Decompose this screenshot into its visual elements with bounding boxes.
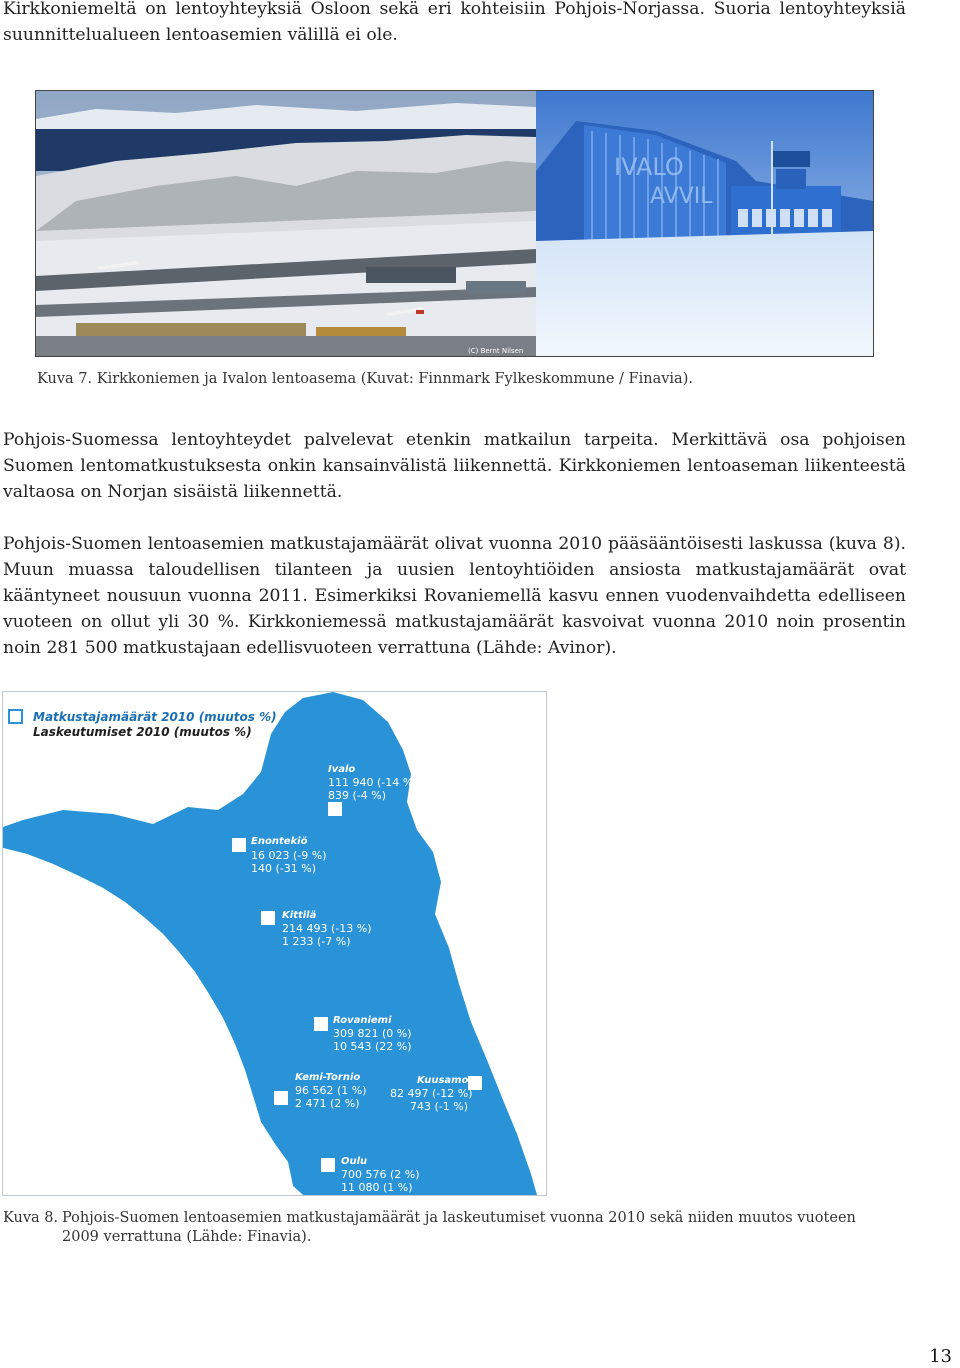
figure8-caption xyxy=(3,1209,893,1245)
ivalo-terminal-photo xyxy=(536,91,873,356)
airport-name: Oulu xyxy=(341,1156,368,1167)
figure7-caption: Kuva 7. Kirkkoniemen ja Ivalon lentoasema (Kuvat: Finnmark Fylkeskommune / Finavia). xyxy=(37,371,693,387)
airport-passengers: 82 497 (-12 %) xyxy=(390,1087,473,1100)
airport-name: Kuusamo xyxy=(417,1075,469,1086)
legend-landings: Laskeutumiset 2010 (muutos %) xyxy=(33,725,252,739)
airport-name: Ivalo xyxy=(328,764,356,775)
figure8-label: Kuva 8. xyxy=(3,1210,59,1226)
terminal-sign-avvil: AVVIL xyxy=(650,184,713,209)
kirkenes-aerial-photo xyxy=(36,91,536,356)
airport-passengers: 16 023 (-9 %) xyxy=(251,849,327,862)
paragraph-passenger-numbers: Pohjois-Suomen lentoasemien matkustajamäärät olivat vuonna 2010 pääsääntöisesti laskussa (kuva 8). Muun muassa taloudellisen tilanteen ja uusien lentoyhtiöiden ansiosta matkustajamäärät ovat kääntyneet nousuun vuonna 2011. Esimerkiksi Rovaniemellä kasvu ennen vuodenvaihdetta edelliseen vuoteen on ollut yli 30 %. Kirkkoniemessä matkustajamäärät kasvoivat vuonna 2010 noin prosentin noin 281 500 matkustajaan edellisvuoteen verrattuna (Lähde: Avinor). xyxy=(3,534,906,658)
airport-landings: 743 (-1 %) xyxy=(410,1100,468,1113)
airports-map xyxy=(2,691,547,1196)
legend-passengers: Matkustajamäärät 2010 (muutos %) xyxy=(33,710,277,724)
airport-name: Enontekiö xyxy=(251,836,308,847)
airport-marker xyxy=(328,802,342,816)
airport-passengers: 96 562 (1 %) xyxy=(295,1084,367,1097)
intro-paragraph: Kirkkoniemeltä on lentoyhteyksiä Osloon sekä eri kohteisiin Pohjois-Norjassa. Suoria lentoyhteyksiä suunnittelualueen lentoasemien välillä ei ole. xyxy=(3,0,906,45)
paragraph-air-connections: Pohjois-Suomessa lentoyhteydet palvelevat etenkin matkailun tarpeita. Merkittävä osa pohjoisen Suomen lentomatkustuksesta onkin kansainvälistä liikennettä. Kirkkoniemen lentoaseman liikenteestä valtaosa on Norjan sisäistä liikennettä. xyxy=(3,430,906,502)
airport-name: Rovaniemi xyxy=(333,1015,392,1026)
airport-name: Kittilä xyxy=(282,910,317,921)
airport-marker xyxy=(261,911,275,925)
airport-marker xyxy=(274,1091,288,1105)
terminal-sign-ivalo: IVALO xyxy=(614,153,684,181)
airport-passengers: 214 493 (-13 %) xyxy=(282,922,372,935)
page-number: 13 xyxy=(929,1346,952,1367)
airport-landings: 11 080 (1 %) xyxy=(341,1181,413,1194)
airport-marker xyxy=(232,838,246,852)
airport-passengers: 111 940 (-14 %) xyxy=(328,776,418,789)
photo-credit: (C) Bernt Nilsen xyxy=(468,347,524,355)
airport-marker xyxy=(321,1158,335,1172)
airport-landings: 839 (-4 %) xyxy=(328,789,386,802)
airport-landings: 2 471 (2 %) xyxy=(295,1097,360,1110)
legend-marker xyxy=(9,710,22,723)
airport-landings: 1 233 (-7 %) xyxy=(282,935,351,948)
airport-passengers: 309 821 (0 %) xyxy=(333,1027,412,1040)
airport-name: Kemi-Tornio xyxy=(295,1072,361,1083)
airport-marker xyxy=(314,1017,328,1031)
airport-landings: 10 543 (22 %) xyxy=(333,1040,412,1053)
airport-passengers: 700 576 (2 %) xyxy=(341,1168,420,1181)
airport-photos xyxy=(35,90,874,357)
figure8-caption-text: Pohjois-Suomen lentoasemien matkustajamäärät ja laskeutumiset vuonna 2010 sekä niiden muutos vuoteen 2009 verrattuna (Lähde: Finavia). xyxy=(62,1210,856,1245)
airport-landings: 140 (-31 %) xyxy=(251,862,316,875)
